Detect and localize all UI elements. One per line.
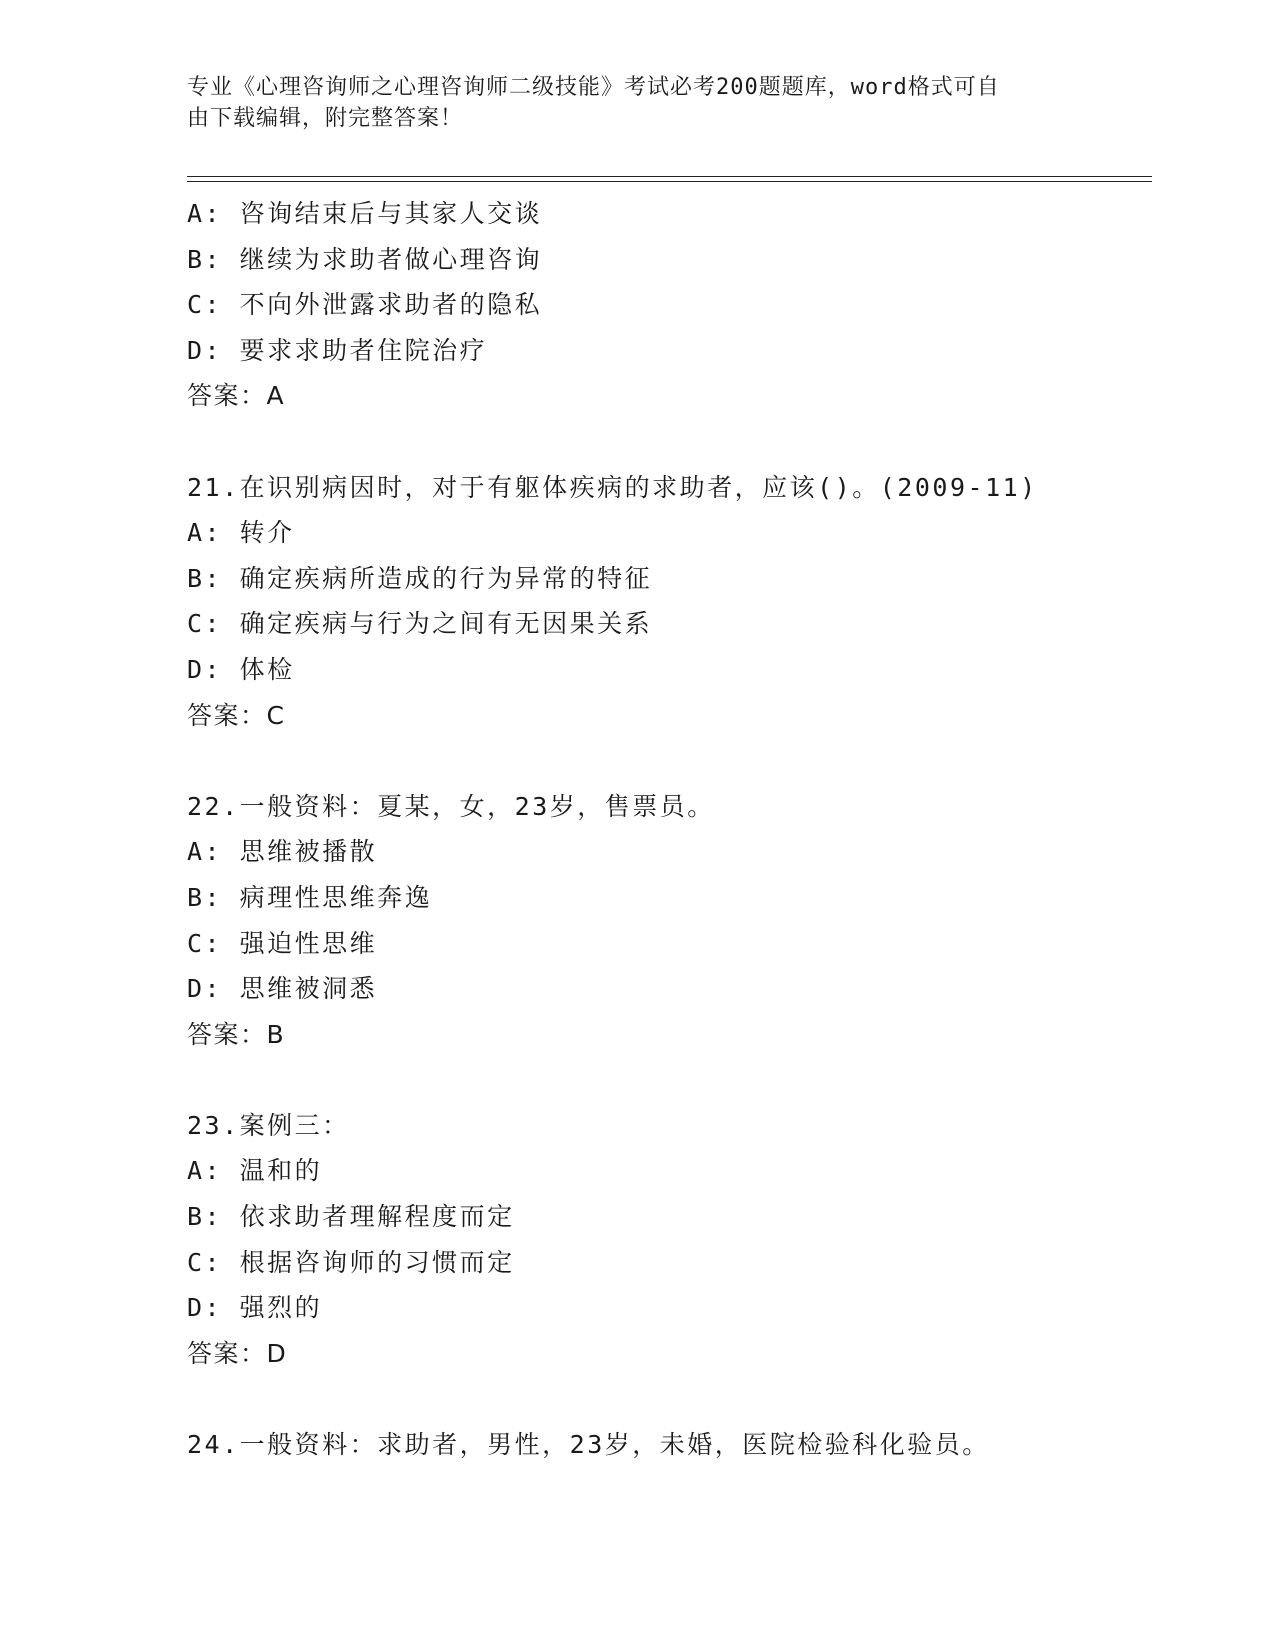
question-text: 22.一般资料：夏某，女，23岁，售票员。 <box>187 791 715 821</box>
question-block-20 <box>187 191 1147 419</box>
option-c: C: 确定疾病与行为之间有无因果关系 <box>187 609 653 639</box>
option-c: C: 强迫性思维 <box>187 928 378 958</box>
question-text: 23.案例三： <box>187 1110 350 1140</box>
option-d: D: 体检 <box>187 654 295 684</box>
spacer <box>187 1057 1147 1103</box>
answer-line: 答案：B <box>187 1019 286 1049</box>
answer-line: 答案：A <box>187 381 286 411</box>
question-text: 24.一般资料：求助者，男性，23岁，未婚，医院检验科化验员。 <box>187 1430 990 1460</box>
header-divider <box>187 176 1152 182</box>
answer-line: 答案：D <box>187 1338 288 1368</box>
option-d: D: 思维被洞悉 <box>187 974 378 1004</box>
option-a: A: 思维被播散 <box>187 837 378 867</box>
option-b: B: 继续为求助者做心理咨询 <box>187 244 543 274</box>
spacer <box>187 419 1147 465</box>
question-list <box>187 191 1147 1468</box>
option-c: C: 不向外泄露求助者的隐私 <box>187 290 543 320</box>
option-a: A: 转介 <box>187 518 295 548</box>
option-a: A: 咨询结束后与其家人交谈 <box>187 199 543 228</box>
option-d: D: 强烈的 <box>187 1293 323 1323</box>
option-b: B: 病理性思维奔逸 <box>187 882 433 912</box>
document-header <box>187 72 1067 134</box>
option-c: C: 根据咨询师的习惯而定 <box>187 1247 515 1277</box>
option-b: B: 依求助者理解程度而定 <box>187 1202 515 1232</box>
answer-line: 答案：C <box>187 700 286 730</box>
question-block-24 <box>187 1422 1147 1468</box>
option-d: D: 要求求助者住院治疗 <box>187 335 488 365</box>
question-block-22 <box>187 784 1147 1058</box>
question-block-21 <box>187 465 1147 739</box>
spacer <box>187 1376 1147 1422</box>
option-a: A: 温和的 <box>187 1156 323 1186</box>
question-block-23 <box>187 1103 1147 1377</box>
option-b: B: 确定疾病所造成的行为异常的特征 <box>187 563 653 593</box>
spacer <box>187 738 1147 784</box>
header-line-2: 由下载编辑，附完整答案！ <box>187 106 464 131</box>
question-text: 21.在识别病因时，对于有躯体疾病的求助者，应该()。(2009-11) <box>187 472 1038 502</box>
header-line-1: 专业《心理咨询师之心理咨询师二级技能》考试必考200题题库，word格式可自 <box>187 75 1000 100</box>
